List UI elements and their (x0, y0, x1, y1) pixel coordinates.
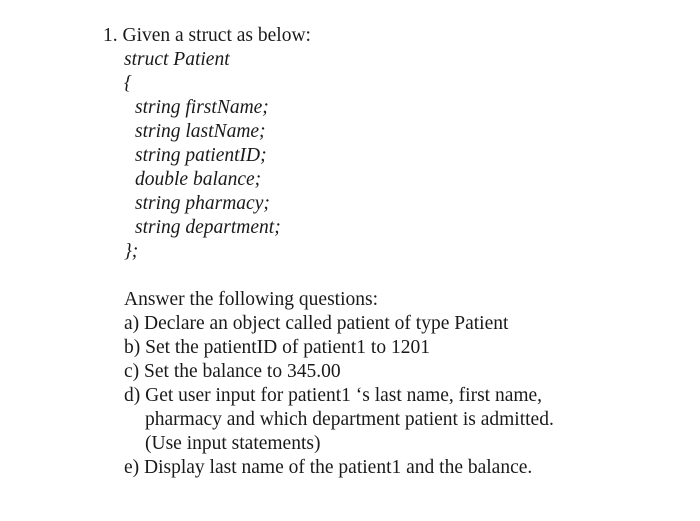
instruction-item: a) Declare an object called patient of type Patient (124, 313, 509, 334)
struct-field: string department; (135, 217, 281, 238)
instruction-item: c) Set the balance to 345.00 (124, 361, 341, 382)
struct-field: string patientID; (135, 145, 267, 166)
struct-field: string pharmacy; (135, 193, 270, 214)
instruction-item: b) Set the patientID of patient1 to 1201 (124, 337, 430, 358)
struct-field: string firstName; (135, 97, 269, 118)
question-number: 1. (103, 25, 118, 46)
instruction-item: d) Get user input for patient1 ‘s last name, first name, (124, 385, 543, 406)
struct-field: string lastName; (135, 121, 266, 142)
question-heading (103, 24, 311, 48)
instruction-item-continuation: (Use input statements) (145, 433, 321, 454)
question-prompt: Given a struct as below: (122, 25, 311, 46)
instruction-item-continuation: pharmacy and which department patient is admitted. (145, 409, 554, 430)
instructions-intro: Answer the following questions: (124, 289, 379, 310)
struct-field: double balance; (135, 169, 262, 190)
struct-open-brace: { (124, 73, 132, 94)
instruction-item: e) Display last name of the patient1 and the balance. (124, 457, 533, 478)
struct-close-brace: }; (124, 241, 139, 262)
struct-header: struct Patient (124, 49, 230, 70)
